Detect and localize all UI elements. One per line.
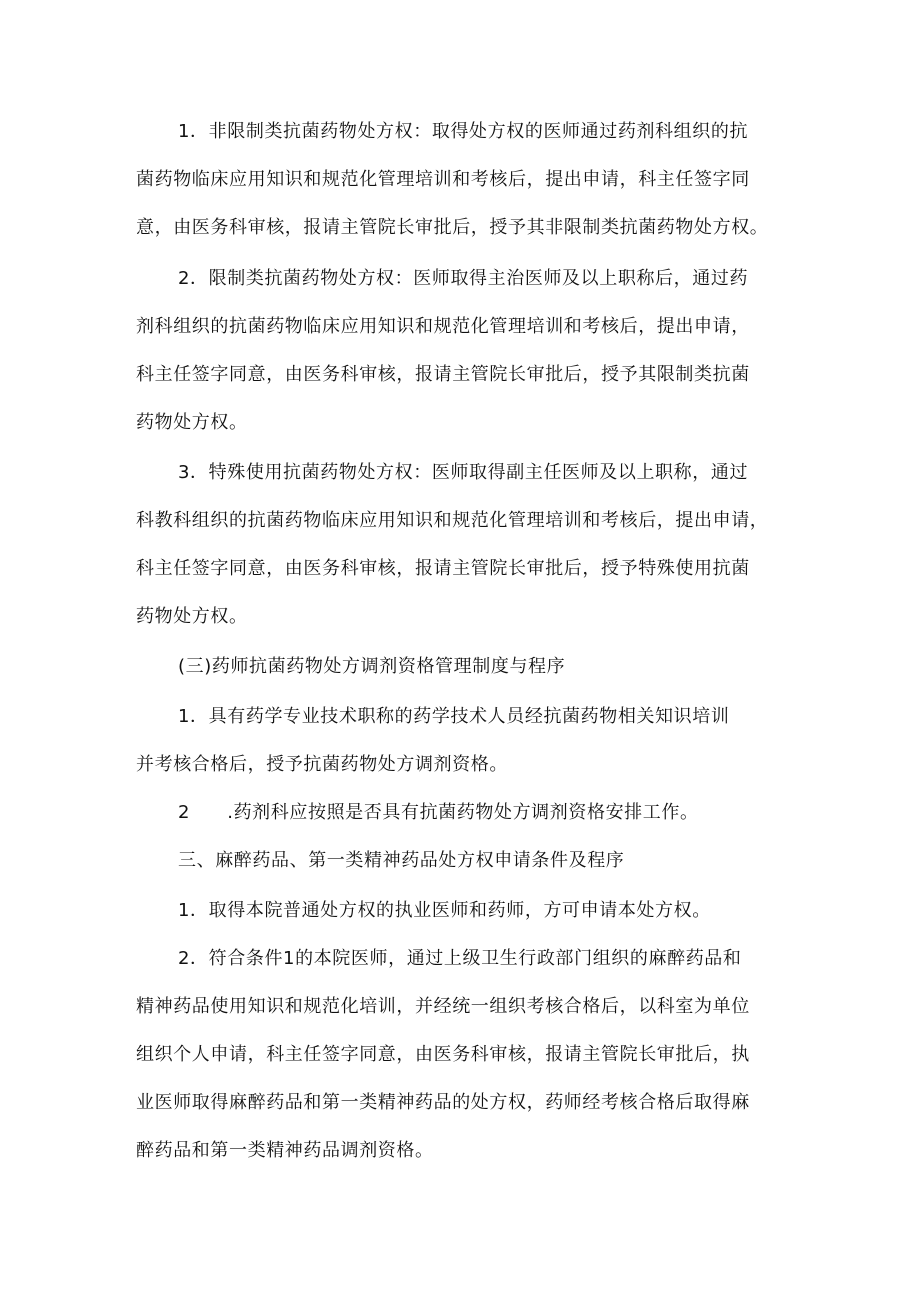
- para-4-line-1: 1．具有药学专业技术职称的药学技术人员经抗菌药物相关知识培训: [178, 706, 730, 727]
- para-3-line-2: 科教科组织的抗菌药物临床应用知识和规范化管理培训和考核后，提出申请，: [136, 510, 769, 531]
- para-7-line-2: 精神药品使用知识和规范化培训，并经统一组织考核合格后，以科室为单位: [136, 996, 750, 1017]
- para-7-line-3: 组织个人申请，科主任签字同意，由医务科审核，报请主管院长审批后，执: [136, 1044, 750, 1065]
- para-1-line-3: 意，由医务科审核，报请主管院长审批后，授予其非限制类抗菌药物处方权。: [136, 217, 769, 238]
- para-1-line-1: 1．非限制类抗菌药物处方权：取得处方权的医师通过药剂科组织的抗: [178, 121, 749, 142]
- para-3-line-1: 3．特殊使用抗菌药物处方权：医师取得副主任医师及以上职称，通过: [178, 462, 749, 483]
- para-7-line-5: 醉药品和第一类精神药品调剂资格。: [136, 1140, 434, 1161]
- para-4-line-2: 并考核合格后，授予抗菌药物处方调剂资格。: [136, 754, 508, 775]
- para-2-line-3: 科主任签字同意，由医务科审核，报请主管院长审批后，授予其限制类抗菌: [136, 364, 750, 385]
- para-1-line-2: 菌药物临床应用知识和规范化管理培训和考核后，提出申请，科主任签字同: [136, 169, 750, 190]
- para-2-line-2: 剂科组织的抗菌药物临床应用知识和规范化管理培训和考核后，提出申请，: [136, 316, 750, 337]
- para-3-line-3: 科主任签字同意，由医务科审核，报请主管院长审批后，授予特殊使用抗菌: [136, 558, 750, 579]
- para-2-line-4: 药物处方权。: [136, 412, 248, 433]
- para-6-line-1: 1．取得本院普通处方权的执业医师和药师，方可申请本处方权。: [178, 900, 711, 921]
- para-5-line-1: 2 .药剂科应按照是否具有抗菌药物处方调剂资格安排工作。: [178, 802, 699, 823]
- para-3-line-4: 药物处方权。: [136, 606, 248, 627]
- para-7-line-1: 2．符合条件1的本院医师，通过上级卫生行政部门组织的麻醉药品和: [178, 948, 742, 969]
- para-7-line-4: 业医师取得麻醉药品和第一类精神药品的处方权，药师经考核合格后取得麻: [136, 1092, 750, 1113]
- section-heading-3: (三)药师抗菌药物处方调剂资格管理制度与程序: [178, 656, 566, 677]
- para-2-line-1: 2．限制类抗菌药物处方权：医师取得主治医师及以上职称后，通过药: [178, 268, 749, 289]
- section-heading-three: 三、麻醉药品、第一类精神药品处方权申请条件及程序: [178, 850, 625, 871]
